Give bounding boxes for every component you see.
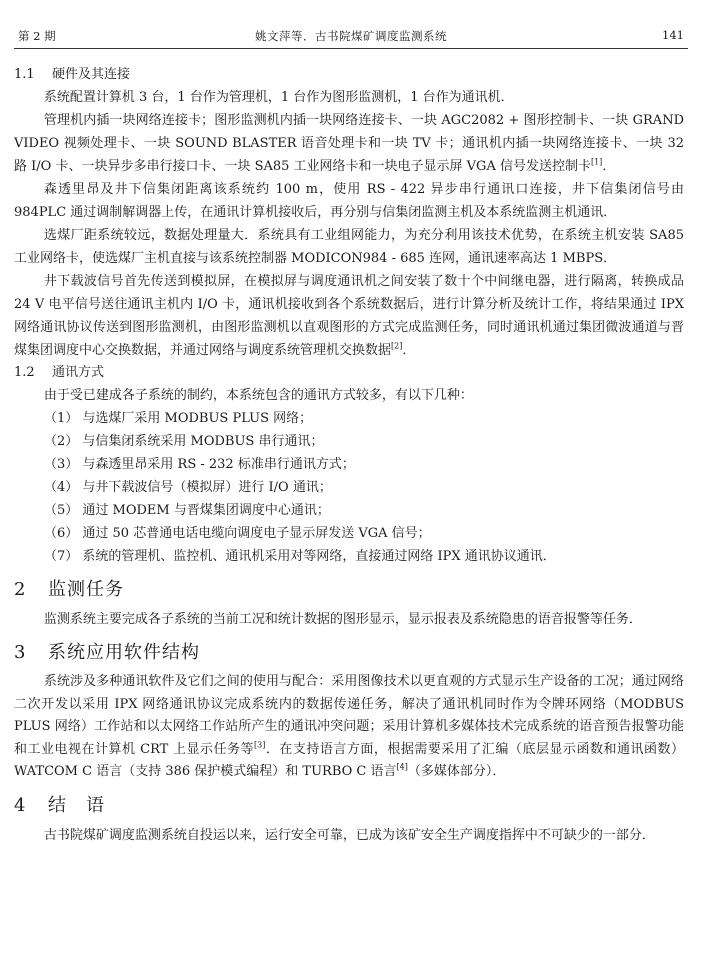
section-heading-3 [14, 641, 684, 665]
subsection-heading-1-2 [14, 362, 684, 384]
list-item: （5） 通过 MODEM 与晋煤集团调度中心通讯； [44, 503, 330, 518]
list-item: （2） 与信集闭系统采用 MODBUS 串行通讯； [44, 434, 324, 449]
issue-label: 第 2 期 [18, 29, 56, 43]
paragraph: 井下载波信号首先传送到模拟屏，在模拟屏与调度通讯机之间安装了数十个中间继电器，进行隔离，转换成品 24 V 电平信号送往通讯主机内 I/O 卡，通讯机接收到各个系统数据后，进行计算分析及统计工作，将结果通过 IPX 网络通讯协议传送到图形监测机，由图形监测机以直观图形的方式完成监测任务，同时通讯机通过集团微波通道与晋煤集团调度中心交换数据，并通过网络与调度系统管理机交换数据[2]． [14, 274, 684, 358]
section-number: 4 [14, 794, 27, 816]
subsection-title: 通讯方式 [52, 365, 105, 380]
paragraph: 古书院煤矿调度监测系统自投运以来，运行安全可靠，已成为该矿安全生产调度指挥中不可缺少的一部分． [43, 827, 655, 843]
subsection-heading-1-1 [14, 64, 684, 86]
paragraph: 监测系统主要完成各子系统的当前工况和统计数据的图形显示，显示报表及系统隐患的语音报警等任务． [43, 612, 642, 627]
paragraph: 系统配置计算机 3 台，1 台作为管理机，1 台作为图形监测机，1 台作为通讯机． [43, 90, 514, 105]
list-item: （7） 系统的管理机、监控机、通讯机采用对等网络，直接通过网络 IPX 通讯协议通讯． [44, 549, 556, 564]
running-title: 姚文萍等．古书院煤矿调度监测系统 [255, 29, 447, 43]
citation: [4] [396, 763, 408, 773]
subsection-title: 硬件及其连接 [52, 67, 131, 82]
paragraph: 选煤厂距系统较远，数据处理量大．系统具有工业组网能力，为充分利用该技术优势，在系统主机安装 SA85 工业网络卡，使选煤厂主机直接与该系统控制器 MODICON984 - 685 连网，通讯速率高达 1 MBPS． [14, 228, 684, 266]
list-item: （4） 与井下载波信号（模拟屏）进行 I/O 通讯； [44, 480, 332, 495]
article-body [14, 64, 684, 847]
section-heading-4 [14, 794, 684, 818]
section-heading-2 [14, 578, 684, 602]
subsection-number: 1.1 [14, 67, 35, 82]
list-item: （3） 与森透里昂采用 RS - 232 标准串行通讯方式； [44, 457, 355, 472]
paragraph: 管理机内插一块网络连接卡；图形监测机内插一块网络连接卡、一块 AGC2082 + 图形控制卡、一块 GRAND VIDEO 视频处理卡、一块 SOUND BLASTER 语音处理卡和一块 TV 卡；通讯机内插一块网络连接卡、一块 32 路 I/O 卡、一块异步多串行接口卡、一块 SA85 工业网络卡和一块电子显示屏 VGA 信号发送控制卡[1]． [14, 113, 684, 174]
paragraph: 森透里昂及井下信集闭距离该系统约 100 m，使用 RS - 422 异步串行通讯口连接，井下信集闭信号由 984PLC 通过调制解调器上传，在通讯计算机接收后，再分别与信集闭监测主机及本系统监测主机通讯． [14, 182, 684, 220]
subsection-number: 1.2 [14, 365, 35, 380]
paragraph: 系统涉及多种通讯软件及它们之间的使用与配合：采用图像技术以更直观的方式显示生产设备的工况；通过网络二次开发以采用 IPX 网络通讯协议完成系统内的数据传递任务，解决了通讯机同时作为令牌环网络（MODBUS PLUS 网络）工作站和以太网络工作站所产生的通讯冲突问题；采用计算机多媒体技术完成系统的语音预告报警功能和工业电视在计算机 CRT 上显示任务等[3]．在支持语言方面，根据需要采用了汇编（底层显示函数和通讯函数）WATCOM C 语言（支持 386 保护模式编程）和 TURBO C 语言[4]（多媒体部分）． [14, 674, 684, 780]
section-number: 3 [14, 642, 27, 663]
page-number: 141 [662, 28, 684, 42]
section-title: 系统应用软件结构 [48, 642, 200, 663]
section-title: 监测任务 [48, 579, 124, 600]
section-title: 结 语 [48, 794, 105, 816]
citation: [2] [391, 341, 403, 351]
list-item: （1） 与选煤厂采用 MODBUS PLUS 网络； [44, 411, 313, 426]
citation: [3] [254, 740, 266, 750]
section-number: 2 [14, 579, 27, 600]
running-header [14, 24, 688, 49]
paragraph: 由于受已建成各子系统的制约，本系统包含的通讯方式较多，有以下几种： [43, 388, 473, 403]
list-item: （6） 通过 50 芯普通电话电缆向调度电子显示屏发送 VGA 信号； [44, 526, 431, 541]
citation: [1] [590, 157, 603, 167]
